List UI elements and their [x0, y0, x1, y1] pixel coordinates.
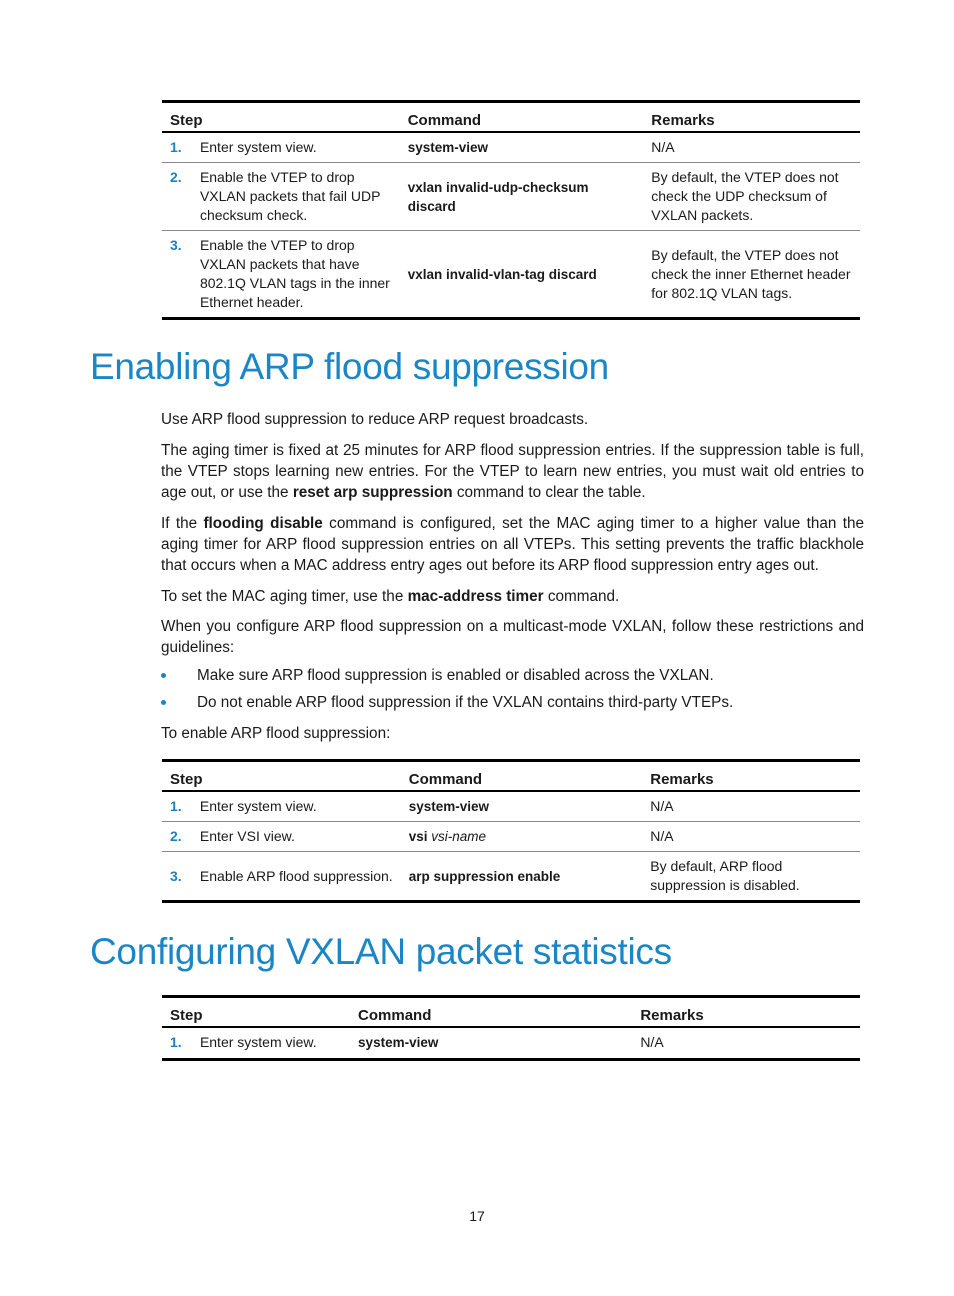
command-text: system-view	[407, 140, 489, 155]
remarks-text: N/A	[640, 1034, 664, 1051]
step-text: Enter system view.	[199, 139, 317, 155]
paragraph-mac-aging	[161, 586, 864, 607]
header-remarks: Remarks	[650, 771, 714, 788]
paragraph-guidelines: When you configure ARP flood suppression on a multicast-mode VXLAN, follow these restrictions and guidelines:	[161, 618, 864, 656]
table-header-row	[162, 997, 860, 1028]
paragraph-to-enable: To enable ARP flood suppression:	[161, 725, 391, 742]
bullet-icon	[161, 700, 166, 705]
table-row	[162, 1027, 860, 1059]
command-text: vxlan invalid-vlan-tag discard	[407, 266, 597, 282]
command-argument: vsi-name	[431, 829, 487, 844]
bullet-icon	[161, 673, 166, 678]
header-step: Step	[170, 1007, 203, 1024]
text-span: command.	[543, 588, 620, 605]
paragraph-aging-timer	[161, 440, 864, 503]
bullet-text: Do not enable ARP flood suppression if the VXLAN contains third-party VTEPs.	[197, 694, 734, 711]
table-arp-flood-suppression	[162, 759, 860, 903]
remarks-text: By default, the VTEP does not check the UDP checksum of VXLAN packets.	[651, 169, 839, 223]
remarks-text: N/A	[650, 828, 674, 844]
text-span: command to clear the table.	[452, 484, 646, 501]
table-row	[162, 231, 860, 319]
table-header-row	[162, 102, 860, 133]
header-command: Command	[408, 771, 483, 788]
table-row	[162, 791, 860, 822]
command-keyword: vsi	[408, 829, 428, 844]
page-number: 17	[469, 1208, 485, 1224]
header-command: Command	[407, 112, 482, 129]
table-header-row	[162, 761, 860, 792]
remarks-text: N/A	[651, 139, 675, 155]
step-number: 1.	[170, 139, 182, 155]
remarks-text: N/A	[650, 798, 674, 814]
command-reset-arp-suppression: reset arp suppression	[292, 484, 453, 501]
table-row	[162, 852, 860, 902]
step-number: 3.	[170, 867, 182, 884]
command-text: vxlan invalid-udp-checksum discard	[407, 179, 589, 214]
step-text: Enter system view.	[199, 1034, 317, 1051]
step-number: 2.	[170, 169, 182, 185]
header-step: Step	[170, 771, 203, 788]
paragraph-intro: Use ARP flood suppression to reduce ARP request broadcasts.	[161, 411, 589, 428]
remarks-text: By default, the VTEP does not check the inner Ethernet header for 802.1Q VLAN tags.	[651, 246, 851, 301]
step-number: 1.	[170, 1034, 182, 1050]
command-text	[401, 852, 643, 902]
step-number: 2.	[170, 828, 182, 844]
section-title-arp-flood-suppression: Enabling ARP flood suppression	[90, 346, 609, 387]
table-row	[162, 132, 860, 163]
step-number: 3.	[170, 237, 182, 253]
command-keyword: arp suppression enable	[408, 868, 561, 884]
command-keyword: system-view	[408, 799, 490, 814]
header-command: Command	[358, 1007, 432, 1024]
remarks-text: By default, ARP flood suppression is disabled.	[650, 858, 800, 893]
header-remarks: Remarks	[640, 1007, 704, 1024]
section-title-vxlan-packet-statistics: Configuring VXLAN packet statistics	[90, 931, 672, 972]
command-text: system-view	[358, 1035, 439, 1051]
step-text: Enable the VTEP to drop VXLAN packets that fail UDP checksum check.	[199, 169, 381, 223]
table-row	[162, 822, 860, 852]
table-row	[162, 163, 860, 231]
step-text: Enter system view.	[199, 798, 317, 814]
step-text: Enable the VTEP to drop VXLAN packets that have 802.1Q VLAN tags in the inner Ethernet header.	[199, 237, 390, 310]
header-remarks: Remarks	[651, 112, 715, 129]
text-span: The aging timer is fixed at 25 minutes for ARP flood suppression entries. If the suppression table is full, the VTEP stops learning new entries. For the VTEP to learn new entries, you must wait old entries to age out, or use the	[161, 442, 864, 501]
table-vxlan-packet-checks	[162, 100, 860, 320]
step-text: Enable ARP flood suppression.	[199, 867, 393, 884]
step-number: 1.	[170, 798, 182, 814]
table-vxlan-packet-statistics	[162, 995, 860, 1061]
paragraph-flooding-disable	[161, 513, 864, 576]
step-text: Enter VSI view.	[199, 828, 295, 844]
text-span: command is configured, set the MAC aging timer to a higher value than the aging timer for ARP flood suppression entries on all VTEPs. This setting prevents the traffic blackhole that occurs when a MAC address entry ages out before its ARP flood suppression entry ages out.	[161, 515, 864, 574]
header-step: Step	[170, 112, 203, 129]
command-text	[401, 822, 643, 852]
command-text	[401, 791, 643, 822]
bullet-text: Make sure ARP flood suppression is enabled or disabled across the VXLAN.	[197, 667, 714, 684]
command-flooding-disable: flooding disable	[203, 515, 323, 532]
command-mac-address-timer: mac-address timer	[407, 588, 544, 605]
text-span: If the	[161, 515, 204, 532]
text-span: To set the MAC aging timer, use the	[161, 588, 408, 605]
